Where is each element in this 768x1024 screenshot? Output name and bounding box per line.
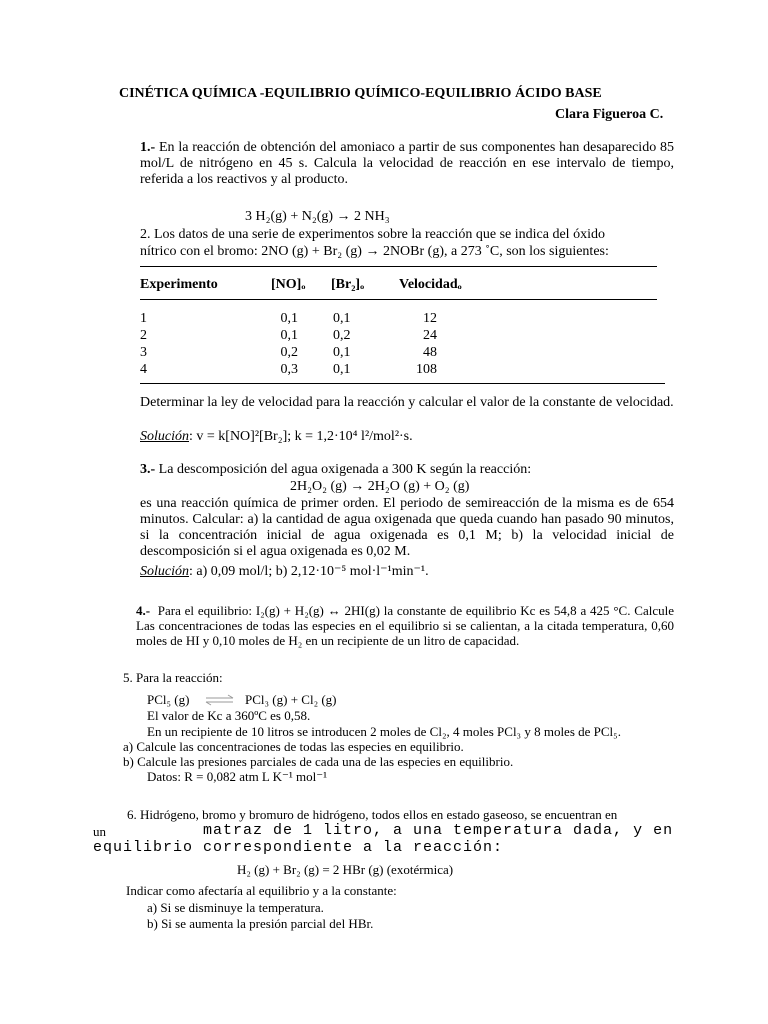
table-cell: 1 — [140, 311, 147, 326]
question-3-number: 3.- — [140, 462, 156, 477]
table-header-br2: [Br₂]ₒ — [331, 277, 365, 292]
question-6-item-b: b) Si se aumenta la presión parcial del HBr. — [147, 916, 374, 931]
question-5-reactant: PCl₅ (g) — [147, 692, 190, 707]
question-2-intro-line-2: nítrico con el bromo: 2NO (g) + Br₂ (g) → 2NOBr (g), a 273 ˚C, son los siguientes: — [140, 244, 609, 259]
question-6-line-1: 6. Hidrógeno, bromo y bromuro de hidrógeno, todos ellos en estado gaseoso, se encuentran en — [127, 807, 618, 822]
question-3-intro-text: La descomposición del agua oxigenada a 300 K según la reacción: — [158, 462, 532, 477]
question-5-item-a: a) Calcule las concentraciones de todas las especies en equilibrio. — [123, 739, 464, 754]
table-cell: 4 — [140, 362, 147, 377]
author-name: Clara Figueroa C. — [555, 107, 664, 122]
table-cell: 0,3 — [280, 362, 298, 377]
table-cell: 0,1 — [333, 311, 351, 326]
question-6-line-3: equilibrio correspondiente a la reacción: — [93, 839, 504, 856]
solution-label: Solución — [140, 564, 189, 579]
table-header-velocidad: Velocidadₒ — [399, 277, 462, 292]
table-cell: 3 — [140, 345, 147, 360]
table-header-rule — [140, 299, 657, 300]
question-6-prompt: Indicar como afectaría al equilibrio y a la constante: — [126, 883, 397, 898]
table-cell: 0,2 — [280, 345, 298, 360]
table-header-no: [NO]ₒ — [271, 277, 306, 292]
question-6-line-2: matraz de 1 litro, a una temperatura dada, y en — [203, 822, 674, 839]
question-5-item-b: b) Calcule las presiones parciales de cada una de las especies en equilibrio. — [123, 754, 514, 769]
question-2-task: Determinar la ley de velocidad para la reacción y calcular el valor de la constante de velocidad. — [140, 395, 674, 410]
question-3-equation: 2H₂O₂ (g) → 2H₂O (g) + O₂ (g) — [290, 479, 470, 494]
question-6-equation: H₂ (g) + Br₂ (g) = 2 HBr (g) (exotérmica) — [237, 862, 454, 877]
question-3-text: es una reacción química de primer orden. El periodo de semireacción de la misma es de 654 minutos. Calcular: a) la cantidad de agua oxigenada que queda cuando han pasado 90 minutos, si la concentración inicial de agua oxigenada es 0,1 M; b) la velocidad inicial de descomposición si el agua oxigenada es 0,02 M. — [140, 496, 674, 559]
question-2-intro-line-1: 2. Los datos de una serie de experimentos sobre la reacción que se indica del óxido — [140, 227, 605, 242]
table-header-experimento: Experimento — [140, 277, 218, 292]
question-2-solution — [140, 429, 413, 445]
question-4 — [136, 603, 674, 648]
table-cell: 12 — [423, 311, 437, 326]
table-cell: 0,1 — [280, 311, 298, 326]
question-5-products: PCl₃ (g) + Cl₂ (g) — [245, 692, 337, 707]
question-5-recipient: En un recipiente de 10 litros se introducen 2 moles de Cl₂, 4 moles PCl₃ y 8 moles de PCl₅. — [147, 724, 621, 739]
solution-text: : v = k[NO]²[Br₂]; k = 1,2·10⁴ l²/mol²·s. — [189, 429, 413, 444]
question-4-number: 4.- — [136, 603, 151, 618]
question-5-kc: El valor de Kc a 360ºC es 0,58. — [147, 708, 311, 723]
solution-label: Solución — [140, 429, 189, 444]
table-cell: 108 — [416, 362, 437, 377]
table-cell: 0,1 — [280, 328, 298, 343]
table-bottom-rule — [140, 383, 665, 384]
table-cell: 2 — [140, 328, 147, 343]
question-1 — [140, 140, 674, 188]
question-6-line-2-start: un — [93, 824, 106, 839]
table-cell: 48 — [423, 345, 437, 360]
table-cell: 0,2 — [333, 328, 351, 343]
question-4-text: Para el equilibrio: I₂(g) + H₂(g) ↔ 2HI(g) la constante de equilibrio Kc es 54,8 a 425 °C. Calcule Las concentraciones de todas las especies en el equilibrio si se calientan, a la citada temperatura, 0,60 moles de HI y 0,10 moles de H₂ en un recipiente de un litro de capacidad. — [136, 603, 674, 648]
table-cell: 0,1 — [333, 345, 351, 360]
question-5-data: Datos: R = 0,082 atm L K⁻¹ mol⁻¹ — [147, 769, 328, 784]
solution-text: : a) 0,09 mol/l; b) 2,12·10⁻⁵ mol·l⁻¹min⁻¹. — [189, 564, 429, 579]
equilibrium-arrow-icon — [203, 694, 237, 706]
question-3-solution — [140, 564, 429, 580]
question-3-intro — [140, 462, 531, 478]
question-1-text: En la reacción de obtención del amoniaco a partir de sus componentes han desaparecido 85 mol/L de nitrógeno en 45 s. Calcula la velocidad de reacción en ese intervalo de tiempo, referida a los reactivos y al producto. — [140, 140, 675, 187]
question-1-number: 1.- — [140, 140, 156, 155]
question-6-item-a: a) Si se disminuye la temperatura. — [147, 900, 324, 915]
table-cell: 24 — [423, 328, 437, 343]
page-title: CINÉTICA QUÍMICA -EQUILIBRIO QUÍMICO-EQUILIBRIO ÁCIDO BASE — [119, 86, 602, 101]
question-5-intro: 5. Para la reacción: — [123, 670, 223, 685]
table-cell: 0,1 — [333, 362, 351, 377]
question-1-equation: 3 H₂(g) + N₂(g) → 2 NH₃ — [245, 209, 390, 224]
table-top-rule — [140, 266, 657, 267]
